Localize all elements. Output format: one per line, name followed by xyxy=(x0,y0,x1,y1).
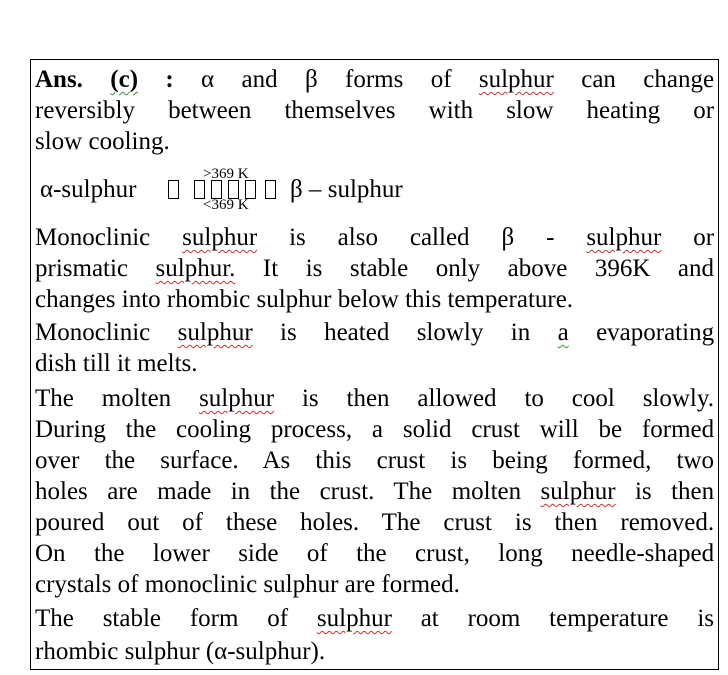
word: this xyxy=(315,447,352,474)
sentence: crystals of monoclinic sulphur are formed. xyxy=(35,571,460,598)
word-grammar: a xyxy=(557,319,569,346)
word: the xyxy=(104,447,136,474)
word: β xyxy=(304,66,318,93)
word: two xyxy=(676,447,714,474)
word: 396K xyxy=(594,255,651,282)
word: room xyxy=(467,605,521,632)
word: molten xyxy=(451,478,522,505)
word: As xyxy=(262,447,291,474)
word: heated xyxy=(324,319,390,346)
word: then xyxy=(554,509,598,536)
para3-line-2 xyxy=(35,414,714,445)
word: formed xyxy=(641,416,715,443)
word: at xyxy=(420,605,439,632)
condition-reverse: <369 K xyxy=(203,197,249,213)
word: also xyxy=(337,224,378,251)
condition-forward: >369 K xyxy=(203,166,249,182)
word: allowed xyxy=(417,385,497,412)
word: poured xyxy=(35,509,105,536)
word: evaporating xyxy=(596,319,715,346)
word: slow xyxy=(506,97,554,124)
word: The xyxy=(381,509,421,536)
word: stable xyxy=(102,605,162,632)
word: heating xyxy=(586,97,661,124)
equation-left: α-sulphur xyxy=(40,176,137,203)
word: is xyxy=(280,319,297,346)
word: the xyxy=(125,416,157,443)
word: between xyxy=(168,97,252,124)
word: needle-shaped xyxy=(571,540,715,567)
answer-label: Ans. xyxy=(35,66,83,93)
answer-colon: : xyxy=(165,66,174,93)
word: of xyxy=(306,540,328,567)
word: prismatic xyxy=(35,255,129,282)
word: holes xyxy=(35,478,88,505)
word: then xyxy=(346,385,390,412)
word: themselves xyxy=(284,97,396,124)
word: of xyxy=(267,605,289,632)
word: the xyxy=(93,540,125,567)
word: will xyxy=(539,416,579,443)
word: slowly xyxy=(416,319,484,346)
intro-line-3 xyxy=(35,126,714,157)
intro-line-1 xyxy=(35,64,714,95)
word: is xyxy=(450,447,468,474)
word: called xyxy=(409,224,470,251)
sentence: rhombic sulphur (α-sulphur). xyxy=(35,638,326,665)
word: reversibly xyxy=(35,97,135,124)
word: cooling xyxy=(176,416,252,443)
sentence: changes into rhombic sulphur below this temperature. xyxy=(35,286,574,313)
word: lower xyxy=(152,540,210,567)
word: is xyxy=(634,478,652,505)
word: these xyxy=(225,509,278,536)
word: and xyxy=(677,255,715,282)
para3-line-3 xyxy=(35,445,714,476)
para1-line-3 xyxy=(35,284,714,315)
word: β xyxy=(501,224,515,251)
word: crust xyxy=(376,447,426,474)
word: stable xyxy=(349,255,409,282)
word: is xyxy=(697,605,715,632)
word: removed. xyxy=(620,509,715,536)
word: slowly. xyxy=(642,385,714,412)
word: can xyxy=(581,66,616,93)
para1-line-1 xyxy=(35,222,714,253)
word: is xyxy=(301,385,319,412)
word: solid xyxy=(402,416,452,443)
word: is xyxy=(305,255,323,282)
para4-line-1 xyxy=(35,603,714,634)
word: holes. xyxy=(300,509,360,536)
word: It xyxy=(262,255,279,282)
word: with xyxy=(428,97,474,124)
word-misspelled: sulphur xyxy=(540,478,616,505)
word: be xyxy=(598,416,623,443)
word: crust. xyxy=(319,478,375,505)
word: crust, xyxy=(415,540,470,567)
word: is xyxy=(514,509,532,536)
word: over xyxy=(35,447,80,474)
word: - xyxy=(546,224,555,251)
intro-line-2 xyxy=(35,95,714,126)
word-misspelled: sulphur xyxy=(199,385,275,412)
para1-line-2 xyxy=(35,253,714,284)
word: On xyxy=(35,540,66,567)
equation-right: β – sulphur xyxy=(290,176,403,203)
word: The xyxy=(35,385,74,412)
word: Monoclinic xyxy=(35,319,151,346)
para3-line-5 xyxy=(35,507,714,538)
word: and xyxy=(241,66,278,93)
para3-line-7 xyxy=(35,569,714,600)
word: slow cooling. xyxy=(35,128,170,155)
para3-line-6 xyxy=(35,538,714,569)
word: long xyxy=(498,540,543,567)
word: formed, xyxy=(572,447,652,474)
word: The xyxy=(393,478,433,505)
word: During xyxy=(35,416,106,443)
sentence: dish till it melts. xyxy=(35,350,198,377)
word: of xyxy=(430,66,452,93)
word: are xyxy=(107,478,138,505)
word: or xyxy=(693,97,715,124)
word: temperature xyxy=(549,605,669,632)
word: in xyxy=(230,478,251,505)
word: form xyxy=(189,605,239,632)
answer-option: (c) xyxy=(110,66,139,93)
word: out xyxy=(127,509,160,536)
word-misspelled: sulphur xyxy=(478,66,554,93)
word: or xyxy=(693,224,715,251)
para4-line-2 xyxy=(35,636,714,667)
word: cool xyxy=(571,385,615,412)
word: the xyxy=(269,478,301,505)
word: is xyxy=(289,224,306,251)
word: The xyxy=(35,605,74,632)
para3-line-1 xyxy=(35,383,714,414)
word-misspelled: sulphur xyxy=(316,605,392,632)
word: surface. xyxy=(160,447,239,474)
word-misspelled: sulphur. xyxy=(155,255,236,282)
word: forms xyxy=(345,66,404,93)
word: only xyxy=(435,255,481,282)
word: crust xyxy=(471,416,520,443)
word: above xyxy=(507,255,568,282)
word-misspelled: sulphur xyxy=(177,319,253,346)
word: to xyxy=(524,385,544,412)
para3-line-4 xyxy=(35,476,714,507)
word: Monoclinic xyxy=(35,224,151,251)
word: the xyxy=(356,540,387,567)
word-misspelled: sulphur xyxy=(182,224,258,251)
word: α xyxy=(201,66,215,93)
word: made xyxy=(157,478,212,505)
word: change xyxy=(643,66,715,93)
word: then xyxy=(671,478,715,505)
word: molten xyxy=(101,385,172,412)
word-misspelled: sulphur xyxy=(586,224,662,251)
word: being xyxy=(492,447,548,474)
word: a xyxy=(371,416,384,443)
word: process, xyxy=(270,416,353,443)
para2-line-1 xyxy=(35,317,714,348)
word: in xyxy=(510,319,531,346)
word: of xyxy=(182,509,203,536)
word: side xyxy=(238,540,279,567)
para2-line-2 xyxy=(35,348,714,379)
word: crust xyxy=(443,509,492,536)
